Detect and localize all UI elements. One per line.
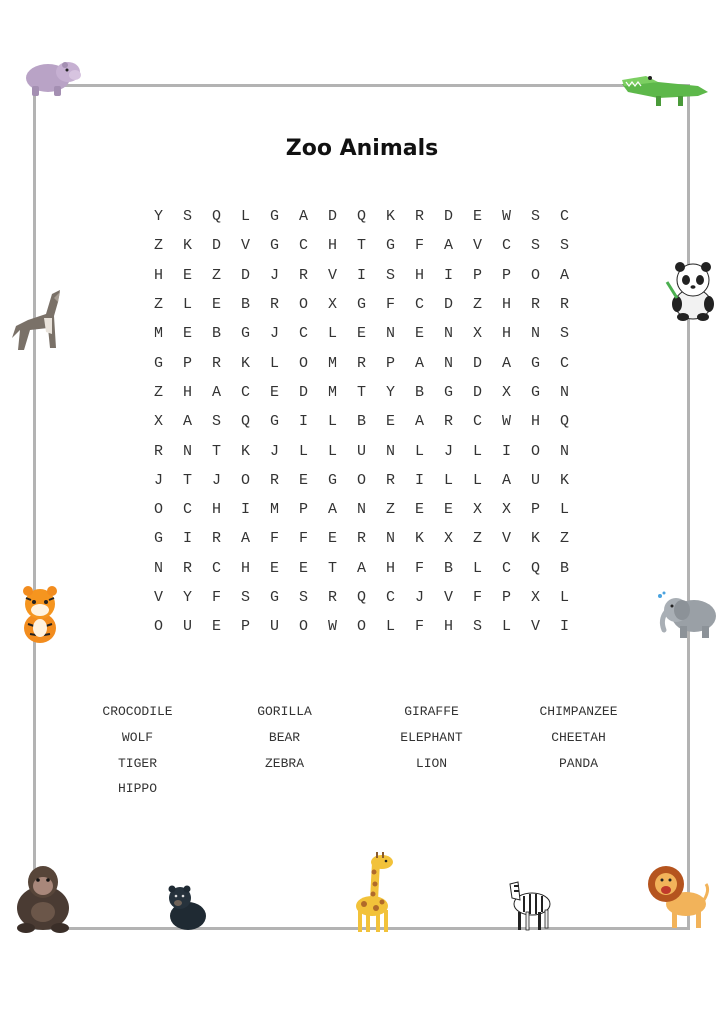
grid-letter: Q [530,559,540,577]
word-list-item: CHEETAH [551,729,606,745]
grid-letter: P [182,354,192,372]
grid-letter: H [501,296,511,314]
grid-letter: I [298,413,308,431]
grid-letter: L [559,589,569,606]
grid-letter: X [530,589,540,606]
grid-letter: A [501,354,511,372]
grid-letter: L [269,354,279,372]
grid-letter: X [153,413,163,431]
grid-letter: U [182,618,192,636]
grid-letter: Z [385,501,395,519]
word-list [64,704,654,807]
grid-letter: P [298,501,308,519]
grid-letter: H [501,325,511,343]
grid-letter: Z [472,296,482,314]
grid-letter: M [269,501,279,519]
grid-letter: F [414,559,424,577]
grid-letter: D [211,237,221,255]
grid-letter: X [472,501,482,519]
grid-letter: P [501,589,511,606]
tiger-icon [14,584,66,646]
grid-letter: R [530,296,540,314]
grid-letter: A [414,354,424,372]
lion-icon [646,860,710,930]
grid-letter: O [153,501,163,519]
grid-letter: S [385,266,395,284]
grid-letter: O [356,471,366,489]
grid-letter: M [327,383,337,401]
grid-letter: Z [211,266,221,284]
grid-letter: O [298,354,308,372]
grid-letter: Y [153,208,163,226]
grid-letter: T [356,383,366,401]
grid-letter: S [298,589,308,606]
grid-letter: G [385,237,395,255]
grid-letter: M [327,354,337,372]
grid-letter: Z [559,530,569,548]
wolf-icon [8,288,68,356]
grid-letter: W [327,618,337,636]
grid-letter: G [153,530,163,548]
crocodile-icon [618,68,710,112]
grid-letter: P [530,501,540,519]
grid-letter: H [182,383,192,401]
grid-letter: E [298,471,308,489]
grid-letter: K [385,208,395,226]
grid-letter: L [559,501,569,519]
grid-letter: R [356,530,366,548]
grid-letter: L [385,618,395,636]
grid-letter: R [182,559,192,577]
grid-letter: O [298,618,308,636]
grid-letter: V [501,530,511,548]
panda-icon [665,260,719,322]
grid-letter: O [240,471,250,489]
grid-letter: A [559,266,569,284]
grid-letter: V [240,237,250,255]
grid-letter: D [443,208,453,226]
grid-letter: L [298,442,308,460]
grid-letter: D [472,354,482,372]
grid-letter: X [327,296,337,314]
grid-letter: F [414,618,424,636]
grid-letter: E [385,413,395,431]
grid-letter: F [298,530,308,548]
grid-letter: R [443,413,453,431]
grid-letter: L [240,208,250,226]
grid-letter: D [472,383,482,401]
grid-letter: O [530,266,540,284]
grid-letter: G [269,208,279,226]
grid-letter: C [414,296,424,314]
grid-letter: R [385,471,395,489]
grid-letter: J [443,442,453,460]
grid-letter: C [501,559,511,577]
grid-letter: J [269,325,279,343]
grid-letter: Q [240,413,250,431]
word-list-item: CHIMPANZEE [539,704,618,719]
grid-letter: I [240,501,250,519]
grid-letter: K [414,530,424,548]
grid-letter: Q [356,589,366,606]
grid-letter: N [356,501,366,519]
word-list-item: LION [415,755,448,771]
grid-letter: N [443,325,453,343]
grid-letter: T [356,237,366,255]
grid-letter: N [385,325,395,343]
grid-letter: E [327,530,337,548]
grid-letter: R [211,354,221,372]
grid-letter: E [211,296,221,314]
grid-letter: Z [153,237,163,255]
grid-letter: D [327,208,337,226]
word-list-item: GIRAFFE [404,704,459,719]
grid-letter: R [211,530,221,548]
grid-letter: J [269,442,279,460]
grid-letter: B [356,413,366,431]
grid-letter: Z [153,296,163,314]
grid-letter: L [472,442,482,460]
grid-letter: L [472,471,482,489]
grid-letter: G [327,471,337,489]
grid-letter: E [182,266,192,284]
grid-letter: L [443,471,453,489]
grid-letter: C [385,589,395,606]
grid-letter: L [182,296,192,314]
word-list-item: PANDA [558,755,598,771]
grid-letter: W [501,208,511,226]
grid-letter: N [385,442,395,460]
grid-letter: B [240,296,250,314]
grid-letter: B [211,325,221,343]
grid-letter: H [443,618,453,636]
grid-letter: R [298,266,308,284]
grid-letter: A [443,237,453,255]
page-title: Zoo Animals [285,136,439,161]
grid-letter: Y [385,383,395,401]
grid-letter: I [356,266,366,284]
grid-letter: C [240,383,250,401]
grid-letter: Z [153,383,163,401]
grid-letter: R [356,354,366,372]
grid-letter: S [240,589,250,606]
grid-letter: E [472,208,482,226]
grid-letter: E [269,383,279,401]
grid-letter: F [211,589,221,606]
elephant-icon [654,590,720,640]
grid-letter: D [240,266,250,284]
grid-letter: E [414,325,424,343]
grid-letter: C [298,325,308,343]
grid-letter: J [269,266,279,284]
grid-letter: I [559,618,569,636]
grid-letter: H [414,266,424,284]
grid-letter: C [182,501,192,519]
grid-letter: S [559,325,569,343]
grid-letter: R [559,296,569,314]
grid-letter: E [443,501,453,519]
grid-letter: E [356,325,366,343]
grid-letter: H [385,559,395,577]
grid-letter: V [472,237,482,255]
grid-letter: N [385,530,395,548]
grid-letter: Y [182,589,192,606]
letter-grid [144,202,579,641]
grid-letter: W [501,413,511,431]
grid-letter: X [501,501,511,519]
grid-letter: E [182,325,192,343]
grid-letter: A [211,383,221,401]
grid-letter: G [269,237,279,255]
grid-letter: A [298,208,308,226]
grid-letter: S [182,208,192,226]
grid-letter: P [472,266,482,284]
grid-letter: H [327,237,337,255]
grid-letter: A [240,530,250,548]
grid-letter: G [356,296,366,314]
grid-letter: S [530,208,540,226]
grid-letter: I [182,530,192,548]
grid-letter: J [211,471,221,489]
grid-letter: G [240,325,250,343]
grid-letter: G [530,354,540,372]
grid-letter: O [298,296,308,314]
grid-letter: P [240,618,250,636]
grid-letter: G [443,383,453,401]
grid-letter: I [443,266,453,284]
grid-letter: K [182,237,192,255]
hippo-icon [20,52,82,98]
grid-letter: Q [559,413,569,431]
grid-letter: N [443,354,453,372]
grid-letter: A [356,559,366,577]
grid-letter: V [443,589,453,606]
grid-letter: J [153,471,163,489]
grid-letter: I [501,442,511,460]
grid-letter: O [356,618,366,636]
grid-letter: Q [211,208,221,226]
grid-letter: D [443,296,453,314]
grid-letter: H [211,501,221,519]
grid-letter: J [414,589,424,606]
grid-letter: V [327,266,337,284]
grid-letter: H [240,559,250,577]
grid-letter: R [269,471,279,489]
grid-letter: V [530,618,540,636]
grid-letter: V [153,589,163,606]
grid-letter: A [414,413,424,431]
word-list-item: ZEBRA [264,755,304,771]
grid-letter: N [182,442,192,460]
word-list-item: ELEPHANT [400,729,463,745]
grid-letter: M [153,325,163,343]
grid-letter: G [269,589,279,606]
grid-letter: F [472,589,482,606]
grid-letter: A [501,471,511,489]
grid-letter: G [530,383,540,401]
grid-letter: O [530,442,540,460]
grid-letter: N [559,383,569,401]
word-list-item: HIPPO [117,781,157,797]
word-list-item: TIGER [117,755,157,771]
word-list-item: CROCODILE [102,704,173,719]
grid-letter: E [298,559,308,577]
grid-letter: L [327,442,337,460]
word-list-item: BEAR [268,729,301,745]
grid-letter: C [559,354,569,372]
grid-letter: A [182,413,192,431]
grid-letter: S [211,413,221,431]
grid-letter: D [298,383,308,401]
grid-letter: Q [356,208,366,226]
grid-letter: I [414,471,424,489]
grid-letter: S [530,237,540,255]
grid-letter: C [472,413,482,431]
grid-letter: C [298,237,308,255]
grid-letter: K [240,442,250,460]
grid-letter: X [472,325,482,343]
grid-letter: G [269,413,279,431]
grid-letter: U [269,618,279,636]
grid-letter: R [327,589,337,606]
grid-letter: K [530,530,540,548]
grid-letter: L [501,618,511,636]
grid-letter: E [269,559,279,577]
grid-letter: F [269,530,279,548]
grid-letter: R [153,442,163,460]
grid-letter: S [472,618,482,636]
grid-letter: H [153,266,163,284]
grid-letter: G [153,354,163,372]
bear-icon [162,884,208,932]
grid-letter: H [530,413,540,431]
grid-letter: F [385,296,395,314]
grid-letter: C [211,559,221,577]
grid-letter: T [211,442,221,460]
grid-letter: P [501,266,511,284]
zebra-icon [500,876,556,932]
grid-letter: R [414,208,424,226]
grid-letter: K [240,354,250,372]
grid-letter: S [559,237,569,255]
grid-letter: X [501,383,511,401]
grid-letter: U [356,442,366,460]
grid-letter: B [414,383,424,401]
grid-letter: L [472,559,482,577]
grid-letter: U [530,471,540,489]
grid-letter: C [559,208,569,226]
grid-letter: A [327,501,337,519]
grid-letter: N [530,325,540,343]
grid-letter: B [443,559,453,577]
giraffe-icon [350,852,400,934]
grid-letter: Z [472,530,482,548]
grid-letter: E [211,618,221,636]
grid-letter: T [182,471,192,489]
grid-letter: X [443,530,453,548]
grid-letter: P [385,354,395,372]
gorilla-icon [14,862,72,934]
grid-letter: B [559,559,569,577]
grid-letter: R [269,296,279,314]
word-list-item: WOLF [121,729,154,745]
grid-letter: F [414,237,424,255]
grid-letter: E [414,501,424,519]
grid-letter: C [501,237,511,255]
grid-letter: O [153,618,163,636]
grid-letter: L [414,442,424,460]
grid-letter: L [327,325,337,343]
grid-letter: L [327,413,337,431]
grid-letter: N [559,442,569,460]
grid-letter: N [153,559,163,577]
word-list-item: GORILLA [257,704,312,719]
grid-letter: K [559,471,569,489]
grid-letter: T [327,559,337,577]
